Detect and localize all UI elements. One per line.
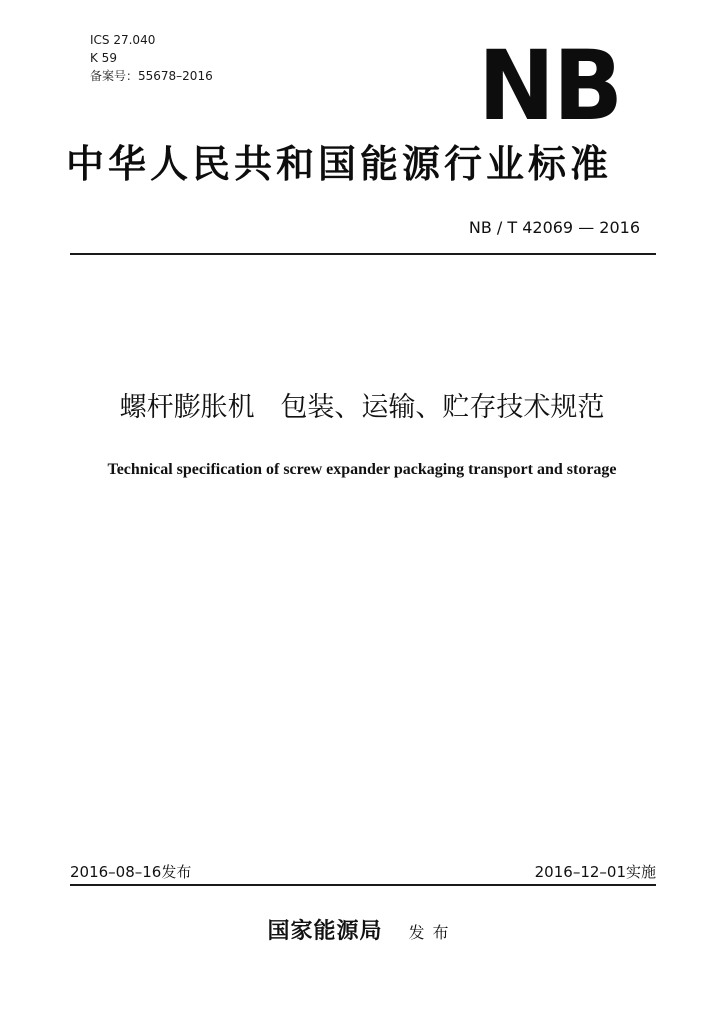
standard-category-title: 中华人民共和国能源行业标准 <box>66 141 613 186</box>
issue-date: 2016–08–16发布 <box>70 863 192 881</box>
top-divider <box>70 253 656 255</box>
issuer-row <box>0 917 724 947</box>
document-title-english: Technical specification of screw expander packaging transport and storage <box>107 461 617 478</box>
standard-number: NB / T 42069 — 2016 <box>468 218 640 237</box>
ccs-code: K 59 <box>90 51 117 65</box>
implementation-date: 2016–12–01实施 <box>534 863 656 881</box>
document-title-chinese: 螺杆膨胀机 包装、运输、贮存技术规范 <box>119 392 605 423</box>
bottom-divider <box>70 884 656 886</box>
record-number: 备案号：55678–2016 <box>90 69 213 83</box>
nb-logo: NB <box>478 29 622 143</box>
issuer-name: 国家能源局 <box>267 918 383 944</box>
publish-label: 发布 <box>408 923 457 942</box>
ics-code: ICS 27.040 <box>90 33 156 47</box>
